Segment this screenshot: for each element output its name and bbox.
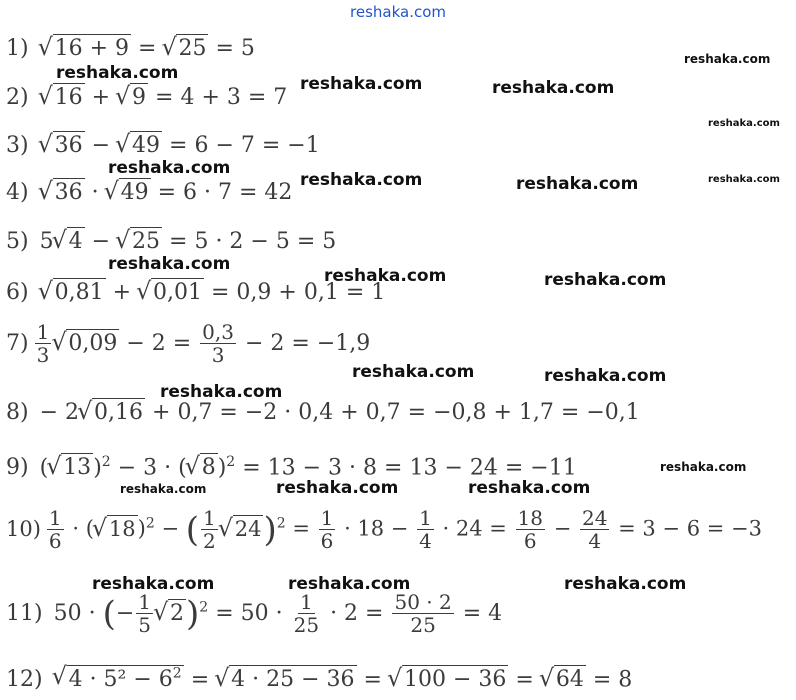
watermark: reshaka.com (544, 270, 667, 290)
watermark: reshaka.com (468, 478, 591, 498)
equation-line-3: 3) √ 36 − √ 49 = 6 − 7 = −1 (6, 135, 320, 157)
header-site-link[interactable]: reshaka.com (350, 3, 446, 21)
watermark: reshaka.com (276, 478, 399, 498)
equation-line-8: 8) − 2√ 0,16 + 0,7 = −2 · 0,4 + 0,7 = −0,8 + 1,7 = −0,1 (6, 402, 640, 424)
watermark: reshaka.com (492, 78, 615, 98)
equation-line-1: 1) √ 16 + 9 = √ 25 = 5 (6, 38, 255, 60)
watermark: reshaka.com (120, 482, 207, 496)
equation-line-10: 10) $\frac{1}{6}$ · (√ 18)$^2$ − ( $\frac{1}{2}$ √ 24)$^2$ = $\frac{1}{6}$ · 18 − $\frac{1}{4}$ · 24 = $\frac{18}{6}$ − $\frac{24}{4}$ = 3 − 6 = −3 (6, 508, 762, 552)
equation-line-11: 11) 50 · (− $\frac{1}{5}$ √ 2)$^2$ = 50 · $\frac{1}{25}$ · 2 = $\frac{50 \cdot 2}{25}$ = 4 (6, 592, 502, 636)
watermark: reshaka.com (516, 174, 639, 194)
equation-line-5: 5) 5√ 4 − √ 25 = 5 · 2 − 5 = 5 (6, 231, 336, 253)
equation-line-6: 6) √ 0,81 + √ 0,01 = 0,9 + 0,1 = 1 (6, 282, 385, 304)
equation-line-7: 7) $\frac{1}{3}$ √ 0,09 − 2 = $\frac{0,3}{3}$ − 2 = −1,9 (6, 322, 370, 366)
watermark: reshaka.com (324, 266, 447, 286)
equation-line-12: 12) √ $4 \cdot 5^2 - 6^2$ = √ 4 · 25 − 36 = √ 100 − 36 = √ 64 = 8 (6, 667, 632, 691)
watermark: reshaka.com (300, 74, 423, 94)
watermark: reshaka.com (300, 170, 423, 190)
watermark: reshaka.com (92, 574, 215, 594)
watermark: reshaka.com (108, 254, 231, 274)
equation-line-4: 4) √ 36 · √ 49 = 6 · 7 = 42 (6, 182, 292, 204)
watermark: reshaka.com (160, 382, 283, 402)
watermark: reshaka.com (56, 63, 179, 83)
watermark: reshaka.com (288, 574, 411, 594)
watermark: reshaka.com (564, 574, 687, 594)
watermark: reshaka.com (708, 118, 780, 129)
equation-line-9: 9) (√ 13)$^2$ − 3 · (√ 8)$^2$ = 13 − 3 · 8 = 13 − 24 = −11 (6, 455, 577, 479)
watermark: reshaka.com (660, 460, 747, 474)
equation-line-2: 2) √ 16 + √ 9 = 4 + 3 = 7 (6, 87, 287, 109)
watermark: reshaka.com (544, 366, 667, 386)
watermark: reshaka.com (708, 174, 780, 185)
watermark: reshaka.com (352, 362, 475, 382)
watermark: reshaka.com (684, 52, 771, 66)
sqrt: √ 16 + 9 (40, 38, 131, 60)
sqrt: √ 25 (163, 38, 208, 60)
watermark: reshaka.com (108, 158, 231, 178)
